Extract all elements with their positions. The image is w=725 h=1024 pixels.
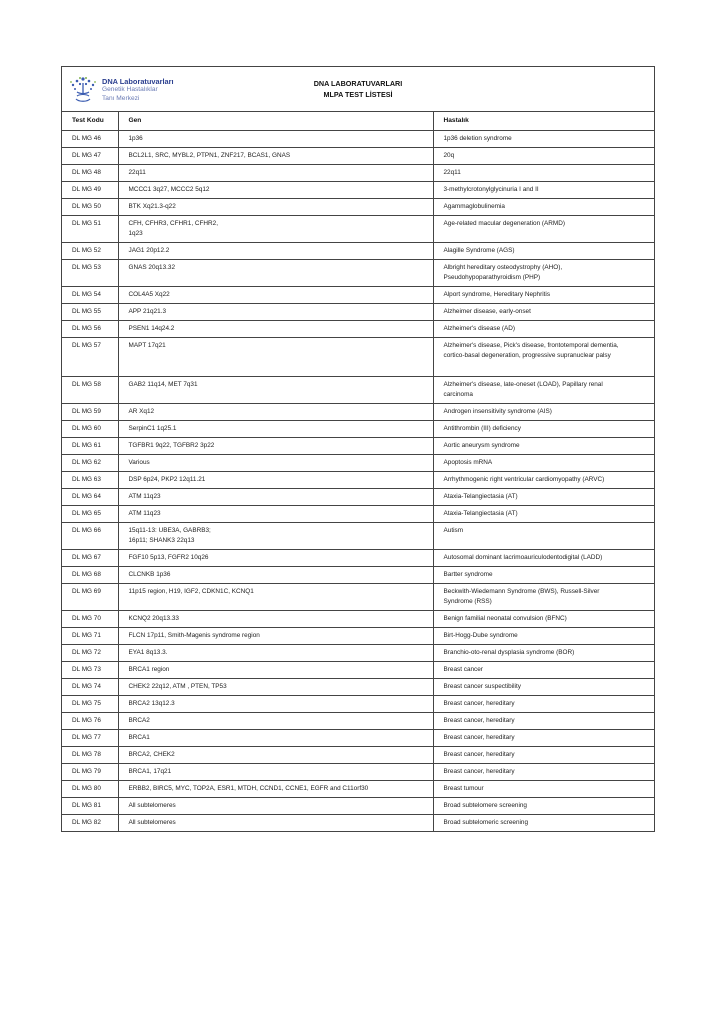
cell-disease: 1p36 deletion syndrome [433, 131, 654, 148]
cell-gene: DSP 6p24, PKP2 12q11.21 [118, 472, 433, 489]
table-row [62, 472, 654, 489]
cell-disease: Ataxia-Telangiectasia (AT) [433, 489, 654, 506]
cell-gene: BRCA1, 17q21 [118, 764, 433, 781]
cell-disease: Beckwith-Wiedemann Syndrome (BWS), Russell-Silver Syndrome (RSS) [433, 584, 654, 611]
cell-disease: Alport syndrome, Hereditary Nephritis [433, 287, 654, 304]
cell-disease: 22q11 [433, 165, 654, 182]
cell-test-code: DL MG 67 [62, 550, 118, 567]
cell-test-code: DL MG 74 [62, 679, 118, 696]
cell-gene: COL4A5 Xq22 [118, 287, 433, 304]
cell-test-code: DL MG 62 [62, 455, 118, 472]
table-row [62, 438, 654, 455]
cell-test-code: DL MG 54 [62, 287, 118, 304]
cell-test-code: DL MG 69 [62, 584, 118, 611]
cell-gene: APP 21q21.3 [118, 304, 433, 321]
cell-gene: ATM 11q23 [118, 489, 433, 506]
table-row [62, 764, 654, 781]
cell-gene: BRCA2 13q12.3 [118, 696, 433, 713]
table-row [62, 287, 654, 304]
cell-gene: All subtelomeres [118, 798, 433, 815]
cell-disease: Agammaglobulinemia [433, 199, 654, 216]
table-row [62, 148, 654, 165]
cell-gene: 11p15 region, H19, IGF2, CDKN1C, KCNQ1 [118, 584, 433, 611]
cell-disease: Branchio-oto-renal dysplasia syndrome (BOR) [433, 645, 654, 662]
cell-disease: Alzheimer disease, early-onset [433, 304, 654, 321]
cell-disease: Broad subtelomere screening [433, 798, 654, 815]
cell-gene: GNAS 20q13.32 [118, 260, 433, 287]
cell-disease: Antithrombin (III) deficiency [433, 421, 654, 438]
cell-gene: Various [118, 455, 433, 472]
cell-disease: Breast cancer suspectibility [433, 679, 654, 696]
table-row [62, 611, 654, 628]
cell-gene: BRCA2, CHEK2 [118, 747, 433, 764]
cell-disease: Age-related macular degeneration (ARMD) [433, 216, 654, 243]
table-row [62, 584, 654, 611]
cell-gene: KCNQ2 20q13.33 [118, 611, 433, 628]
table-row [62, 798, 654, 815]
cell-test-code: DL MG 73 [62, 662, 118, 679]
cell-test-code: DL MG 56 [62, 321, 118, 338]
cell-test-code: DL MG 64 [62, 489, 118, 506]
table-row [62, 628, 654, 645]
cell-gene: SerpinC1 1q25.1 [118, 421, 433, 438]
table-row [62, 338, 654, 377]
table-header-row [62, 112, 654, 131]
table-row [62, 679, 654, 696]
cell-disease: 3-methylcrotonylglycinuria I and II [433, 182, 654, 199]
cell-disease: Benign familial neonatal convulsion (BFNC) [433, 611, 654, 628]
cell-disease: Broad subtelomeric screening [433, 815, 654, 832]
table-row [62, 567, 654, 584]
cell-gene: FLCN 17p11, Smith-Magenis syndrome region [118, 628, 433, 645]
table-row [62, 304, 654, 321]
cell-test-code: DL MG 70 [62, 611, 118, 628]
table-row [62, 182, 654, 199]
table-row [62, 815, 654, 832]
cell-gene: MCCC1 3q27, MCCC2 5q12 [118, 182, 433, 199]
cell-disease: Apoptosis mRNA [433, 455, 654, 472]
cell-test-code: DL MG 49 [62, 182, 118, 199]
cell-gene: ERBB2, BIRC5, MYC, TOP2A, ESR1, MTDH, CCND1, CCNE1, EGFR and C11orf30 [118, 781, 433, 798]
document-header [62, 67, 654, 112]
table-row [62, 713, 654, 730]
cell-test-code: DL MG 63 [62, 472, 118, 489]
column-header-code: Test Kodu [62, 112, 118, 131]
table-row [62, 489, 654, 506]
cell-gene: All subtelomeres [118, 815, 433, 832]
cell-disease: Autosomal dominant lacrimoauriculodentodigital (LADD) [433, 550, 654, 567]
table-row [62, 321, 654, 338]
cell-gene: CLCNKB 1p36 [118, 567, 433, 584]
cell-disease: 20q [433, 148, 654, 165]
test-list-sheet [61, 66, 655, 832]
document-title [62, 78, 654, 100]
cell-disease: Androgen insensitivity syndrome (AIS) [433, 404, 654, 421]
table-row [62, 662, 654, 679]
cell-disease: Alzheimer's disease (AD) [433, 321, 654, 338]
cell-gene: JAG1 20p12.2 [118, 243, 433, 260]
cell-disease: Breast cancer, hereditary [433, 713, 654, 730]
cell-disease: Breast cancer, hereditary [433, 696, 654, 713]
cell-gene: ATM 11q23 [118, 506, 433, 523]
cell-test-code: DL MG 78 [62, 747, 118, 764]
cell-test-code: DL MG 53 [62, 260, 118, 287]
cell-gene: TGFBR1 9q22, TGFBR2 3p22 [118, 438, 433, 455]
cell-test-code: DL MG 80 [62, 781, 118, 798]
cell-test-code: DL MG 46 [62, 131, 118, 148]
cell-gene: PSEN1 14q24.2 [118, 321, 433, 338]
table-row [62, 260, 654, 287]
table-row [62, 404, 654, 421]
cell-test-code: DL MG 59 [62, 404, 118, 421]
cell-disease: Breast cancer, hereditary [433, 730, 654, 747]
cell-test-code: DL MG 48 [62, 165, 118, 182]
cell-disease: Breast cancer [433, 662, 654, 679]
mlpa-test-table [62, 112, 654, 831]
cell-test-code: DL MG 55 [62, 304, 118, 321]
cell-disease: Alagille Syndrome (AGS) [433, 243, 654, 260]
cell-test-code: DL MG 79 [62, 764, 118, 781]
cell-disease: Albright hereditary osteodystrophy (AHO), Pseudohypoparathyroidism (PHP) [433, 260, 654, 287]
table-row [62, 199, 654, 216]
table-row [62, 377, 654, 404]
table-row [62, 550, 654, 567]
cell-disease: Birt-Hogg-Dube syndrome [433, 628, 654, 645]
cell-test-code: DL MG 52 [62, 243, 118, 260]
cell-gene: 22q11 [118, 165, 433, 182]
cell-test-code: DL MG 58 [62, 377, 118, 404]
cell-disease: Breast cancer, hereditary [433, 747, 654, 764]
cell-gene: BRCA2 [118, 713, 433, 730]
cell-gene: CFH, CFHR3, CFHR1, CFHR2, 1q23 [118, 216, 433, 243]
cell-gene: 15q11-13: UBE3A, GABRB3; 16p11; SHANK3 22q13 [118, 523, 433, 550]
cell-disease: Autism [433, 523, 654, 550]
cell-test-code: DL MG 51 [62, 216, 118, 243]
cell-test-code: DL MG 57 [62, 338, 118, 377]
cell-test-code: DL MG 65 [62, 506, 118, 523]
brand-name: DNA Laboratuvarları [102, 77, 174, 86]
cell-disease: Arrhythmogenic right ventricular cardiomyopathy (ARVC) [433, 472, 654, 489]
table-row [62, 696, 654, 713]
cell-test-code: DL MG 77 [62, 730, 118, 747]
table-row [62, 781, 654, 798]
cell-gene: CHEK2 22q12, ATM , PTEN, TP53 [118, 679, 433, 696]
table-row [62, 216, 654, 243]
cell-test-code: DL MG 66 [62, 523, 118, 550]
cell-gene: GAB2 11q14, MET 7q31 [118, 377, 433, 404]
cell-disease: Breast tumour [433, 781, 654, 798]
brand-tagline-2: Tanı Merkezi [102, 95, 140, 102]
table-row [62, 455, 654, 472]
title-line-1: DNA LABORATUVARLARI [313, 79, 403, 88]
cell-gene: BRCA1 [118, 730, 433, 747]
cell-test-code: DL MG 82 [62, 815, 118, 832]
cell-gene: MAPT 17q21 [118, 338, 433, 377]
cell-test-code: DL MG 81 [62, 798, 118, 815]
cell-gene: BCL2L1, SRC, MYBL2, PTPN1, ZNF217, BCAS1, GNAS [118, 148, 433, 165]
cell-test-code: DL MG 50 [62, 199, 118, 216]
cell-test-code: DL MG 72 [62, 645, 118, 662]
cell-disease: Alzheimer's disease, Pick's disease, frontotemporal dementia, cortico-basal degeneration, progressive supranuclear palsy [433, 338, 654, 377]
table-row [62, 131, 654, 148]
cell-test-code: DL MG 61 [62, 438, 118, 455]
table-row [62, 165, 654, 182]
cell-disease: Alzheimer's disease, late-oneset (LOAD), Papillary renal carcinoma [433, 377, 654, 404]
cell-gene: AR Xq12 [118, 404, 433, 421]
cell-gene: FGF10 5p13, FGFR2 10q26 [118, 550, 433, 567]
column-header-disease: Hastalık [433, 112, 654, 131]
cell-gene: 1p36 [118, 131, 433, 148]
table-row [62, 645, 654, 662]
cell-test-code: DL MG 75 [62, 696, 118, 713]
cell-test-code: DL MG 68 [62, 567, 118, 584]
table-row [62, 506, 654, 523]
cell-gene: EYA1 8q13.3. [118, 645, 433, 662]
table-row [62, 243, 654, 260]
table-row [62, 421, 654, 438]
cell-test-code: DL MG 60 [62, 421, 118, 438]
cell-test-code: DL MG 47 [62, 148, 118, 165]
cell-test-code: DL MG 76 [62, 713, 118, 730]
cell-disease: Ataxia-Telangiectasia (AT) [433, 506, 654, 523]
cell-test-code: DL MG 71 [62, 628, 118, 645]
title-line-2: MLPA TEST LİSTESİ [323, 90, 393, 99]
cell-disease: Aortic aneurysm syndrome [433, 438, 654, 455]
cell-gene: BTK Xq21.3-q22 [118, 199, 433, 216]
cell-disease: Bartter syndrome [433, 567, 654, 584]
brand-tagline-1: Genetik Hastalıklar [102, 86, 158, 93]
table-row [62, 747, 654, 764]
table-row [62, 730, 654, 747]
cell-gene: BRCA1 region [118, 662, 433, 679]
column-header-gene: Gen [118, 112, 433, 131]
cell-disease: Breast cancer, hereditary [433, 764, 654, 781]
table-row [62, 523, 654, 550]
